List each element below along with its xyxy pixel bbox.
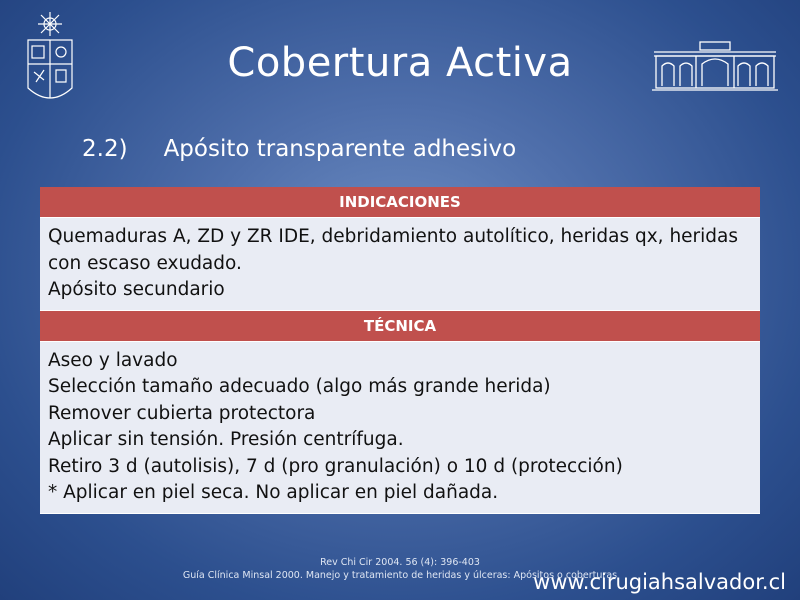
- indicaciones-line: Quemaduras A, ZD y ZR IDE, debridamiento autolítico, heridas qx, heridas con escaso exudado.: [48, 226, 739, 274]
- reference-2: Guía Clínica Minsal 2000. Manejo y tratamiento de heridas y úlceras: Apósitos o coberturas: [182, 570, 618, 581]
- indicaciones-line: Apósito secundario: [48, 279, 225, 300]
- tecnica-line: Selección tamaño adecuado (algo más grande herida): [48, 376, 551, 397]
- section-heading: [82, 136, 516, 162]
- tecnica-line: Aseo y lavado: [48, 349, 178, 371]
- indicaciones-header: INDICACIONES: [40, 187, 760, 218]
- tecnica-line: Aplicar sin tensión. Presión centrífuga.: [48, 429, 404, 450]
- page-title: Cobertura Activa: [227, 40, 573, 86]
- tecnica-line: Remover cubierta protectora: [48, 402, 316, 424]
- section-number: 2.2): [82, 136, 128, 162]
- tecnica-line: Retiro 3 d (autolisis), 7 d (pro granulación) o 10 d (protección): [48, 455, 623, 477]
- indicaciones-cell: [40, 218, 760, 311]
- reference-1: Rev Chi Cir 2004. 56 (4): 396-403: [320, 557, 480, 568]
- tecnica-header: TÉCNICA: [40, 311, 760, 342]
- info-table: [40, 187, 760, 514]
- website-link[interactable]: www.cirugiahsalvador.cl: [533, 570, 786, 594]
- section-title: Apósito transparente adhesivo: [163, 136, 517, 162]
- tecnica-cell: [40, 342, 760, 514]
- tecnica-line: * Aplicar en piel seca. No aplicar en piel dañada.: [48, 482, 499, 503]
